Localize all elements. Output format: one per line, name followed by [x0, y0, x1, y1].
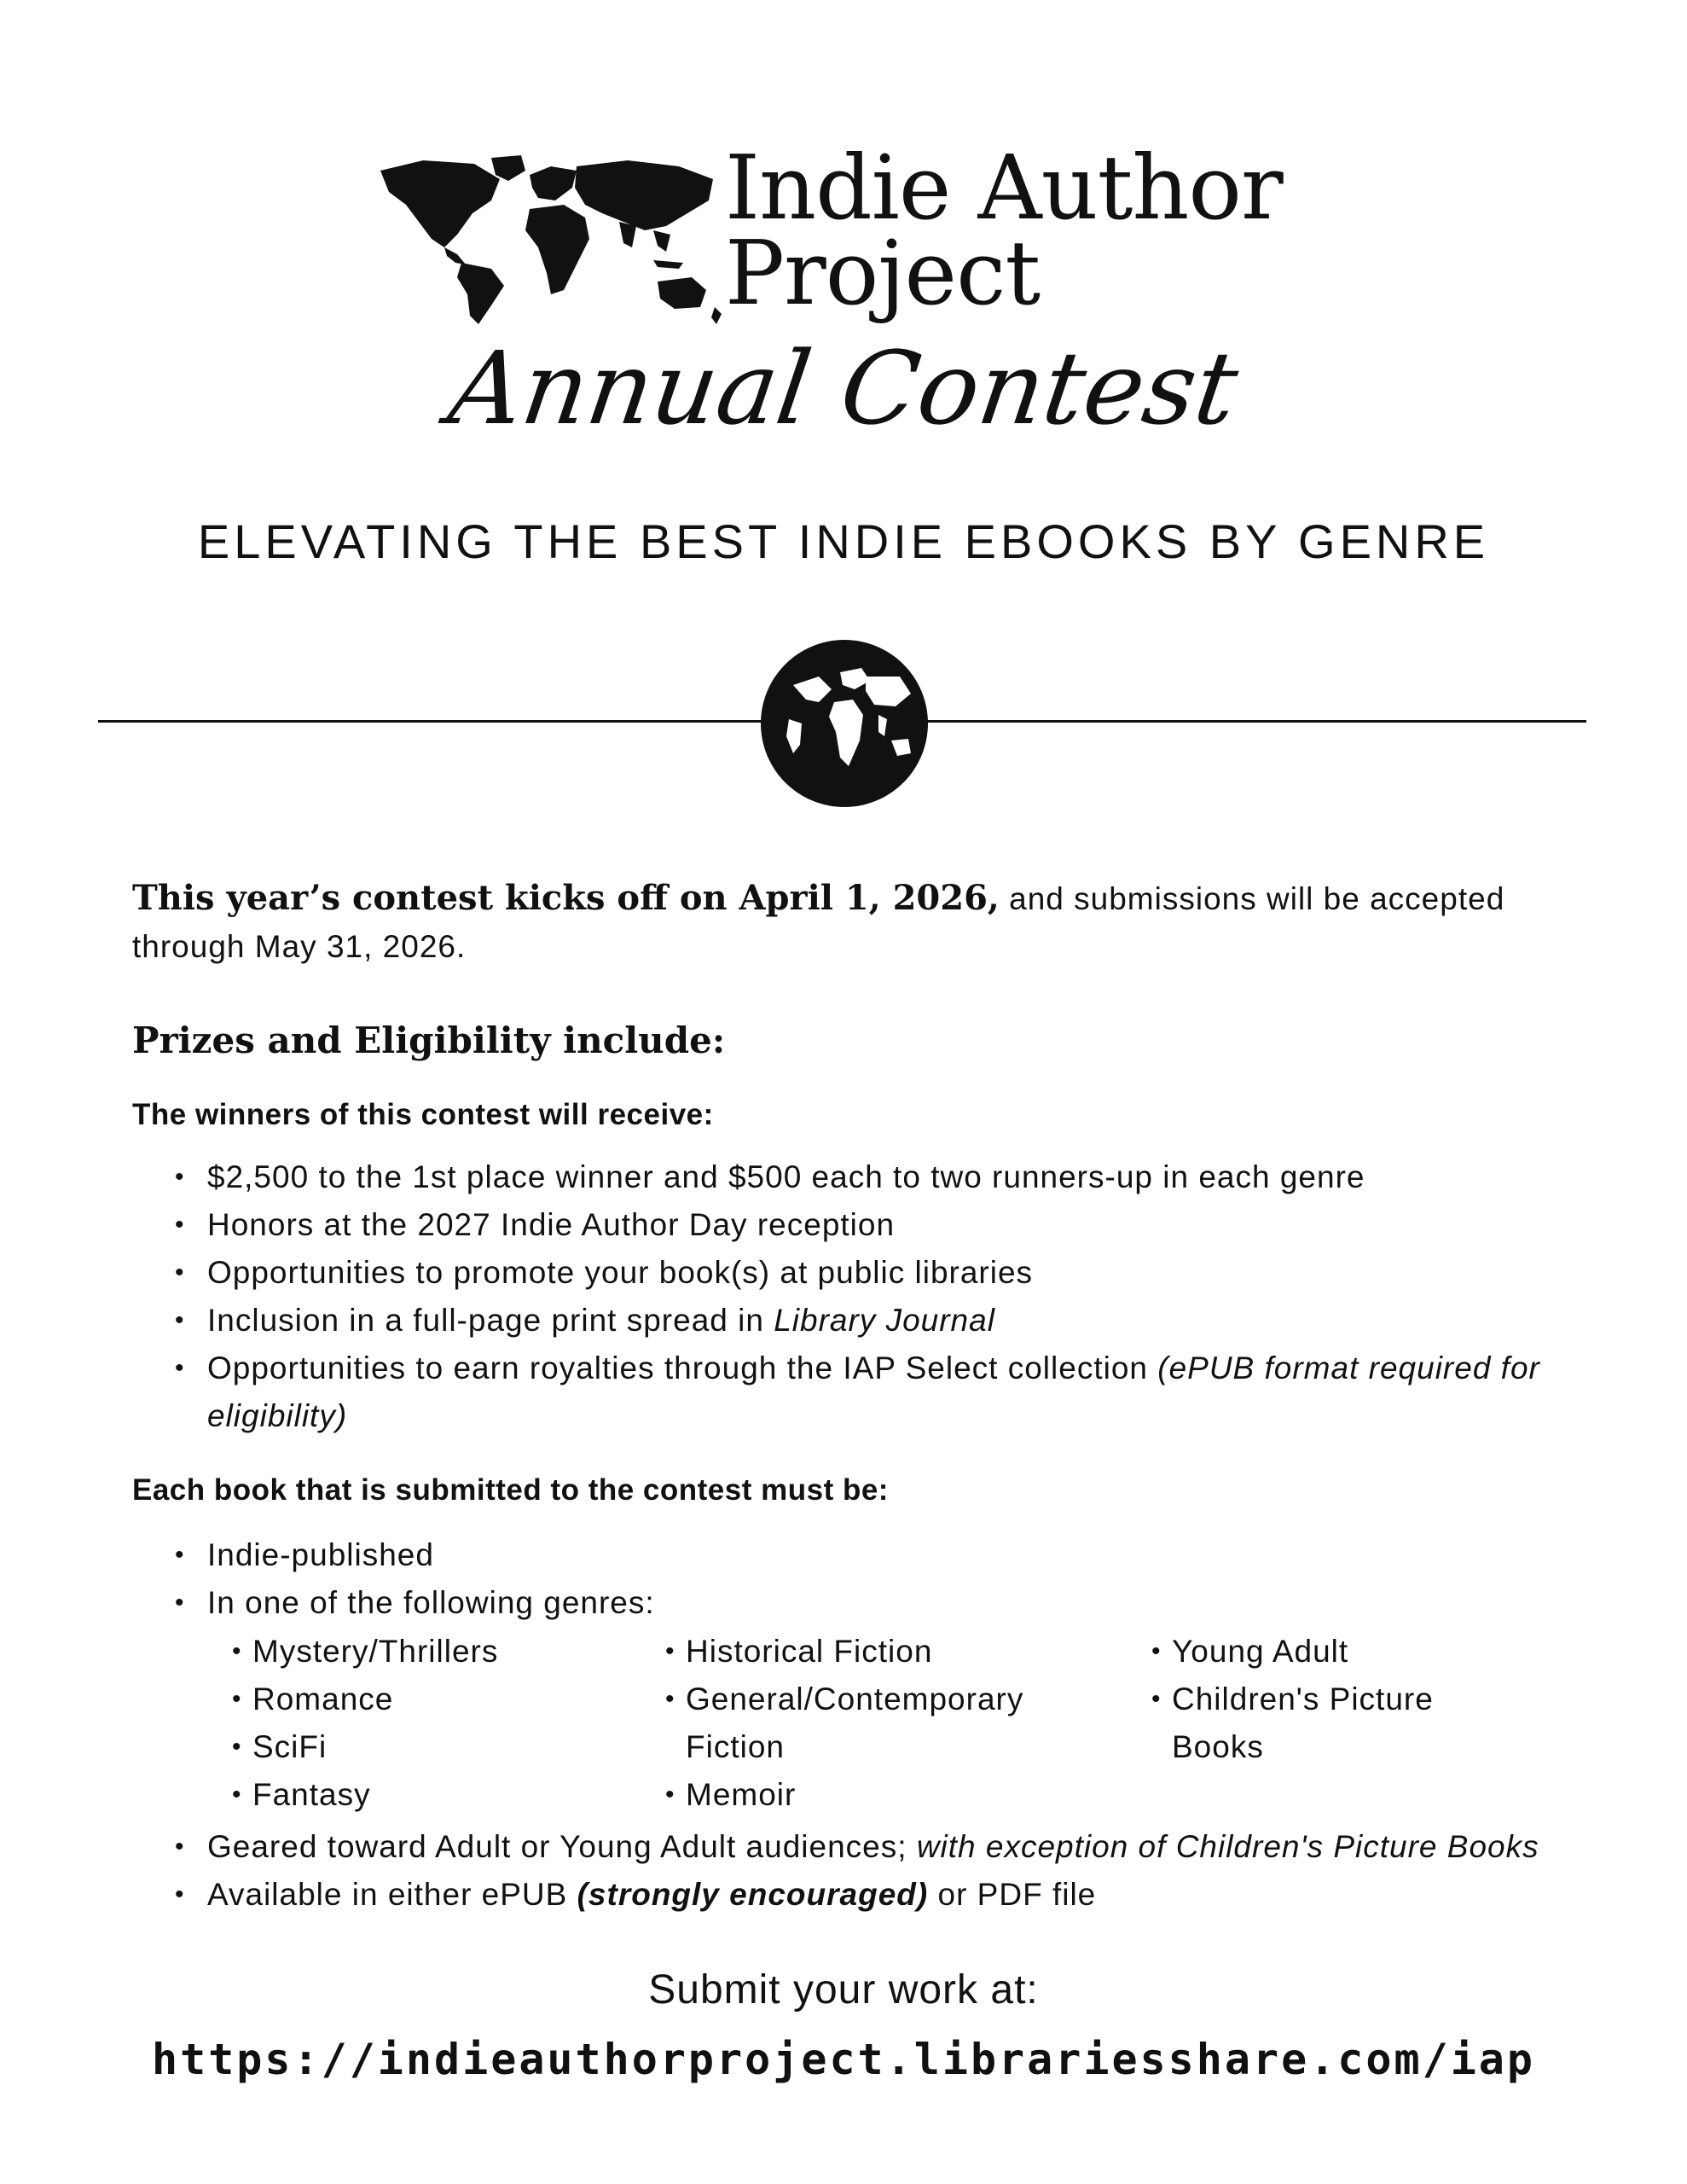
logo-title-line2: Project — [725, 221, 1041, 325]
list-item: • Opportunities to promote your book(s) at public libraries — [175, 1249, 1591, 1297]
winners-heading: The winners of this contest will receive: — [132, 1098, 714, 1131]
genre-column-1 — [232, 1628, 641, 1819]
genre-item: • Romance — [232, 1676, 641, 1723]
logo-title — [725, 136, 1283, 325]
intro-rest: and submissions will be accepted through May 31, 2026. — [132, 881, 1505, 964]
genre-item: • Memoir — [665, 1771, 1092, 1819]
list-item: • Geared toward Adult or Young Adult audiences; with exception of Children's Picture Books — [175, 1823, 1591, 1871]
genre-item: • Mystery/Thrillers — [232, 1628, 641, 1676]
genre-item: • SciFi — [232, 1723, 641, 1771]
genre-column-3 — [1151, 1628, 1510, 1771]
list-item: • Indie-published — [175, 1531, 1591, 1579]
requirements-list-continued — [175, 1823, 1591, 1919]
genre-column-2 — [665, 1628, 1092, 1819]
genre-item: • General/Contemporary Fiction — [665, 1676, 1061, 1771]
list-item: • Available in either ePUB (strongly encouraged) or PDF file — [175, 1871, 1591, 1919]
genre-item: • Young Adult — [1151, 1628, 1510, 1676]
list-item: • Honors at the 2027 Indie Author Day reception — [175, 1201, 1591, 1249]
list-item: • Inclusion in a full-page print spread in Library Journal — [175, 1297, 1591, 1345]
submit-label: Submit your work at: — [648, 1967, 1039, 2013]
prizes-list — [175, 1153, 1591, 1440]
prizes-eligibility-heading: Prizes and Eligibility include: — [132, 1019, 726, 1061]
genre-item: • Children's Picture Books — [1151, 1676, 1496, 1771]
intro-paragraph — [132, 874, 1565, 971]
submit-url-link[interactable]: https://indieauthorproject.librariesshare.com/iap — [151, 2035, 1536, 2084]
genre-item: • Historical Fiction — [665, 1628, 1092, 1676]
annual-contest-script-title: Annual Contest — [442, 329, 1245, 447]
world-map-icon — [372, 154, 730, 328]
genre-item: • Fantasy — [232, 1771, 641, 1819]
logo-title-line1: Indie Author — [725, 136, 1283, 240]
list-item: • Opportunities to earn royalties through the IAP Select collection (ePUB format required for eligibility) — [175, 1345, 1591, 1440]
tagline: ELEVATING THE BEST INDIE EBOOKS BY GENRE — [197, 514, 1490, 568]
globe-icon — [759, 638, 930, 809]
requirements-heading: Each book that is submitted to the contest must be: — [132, 1473, 889, 1507]
list-item: • $2,500 to the 1st place winner and $500 each to two runners-up in each genre — [175, 1153, 1591, 1201]
list-item: • In one of the following genres: — [175, 1579, 1591, 1627]
intro-lead: This year’s contest kicks off on April 1, 2026, — [132, 878, 1000, 918]
requirements-list — [175, 1531, 1591, 1627]
